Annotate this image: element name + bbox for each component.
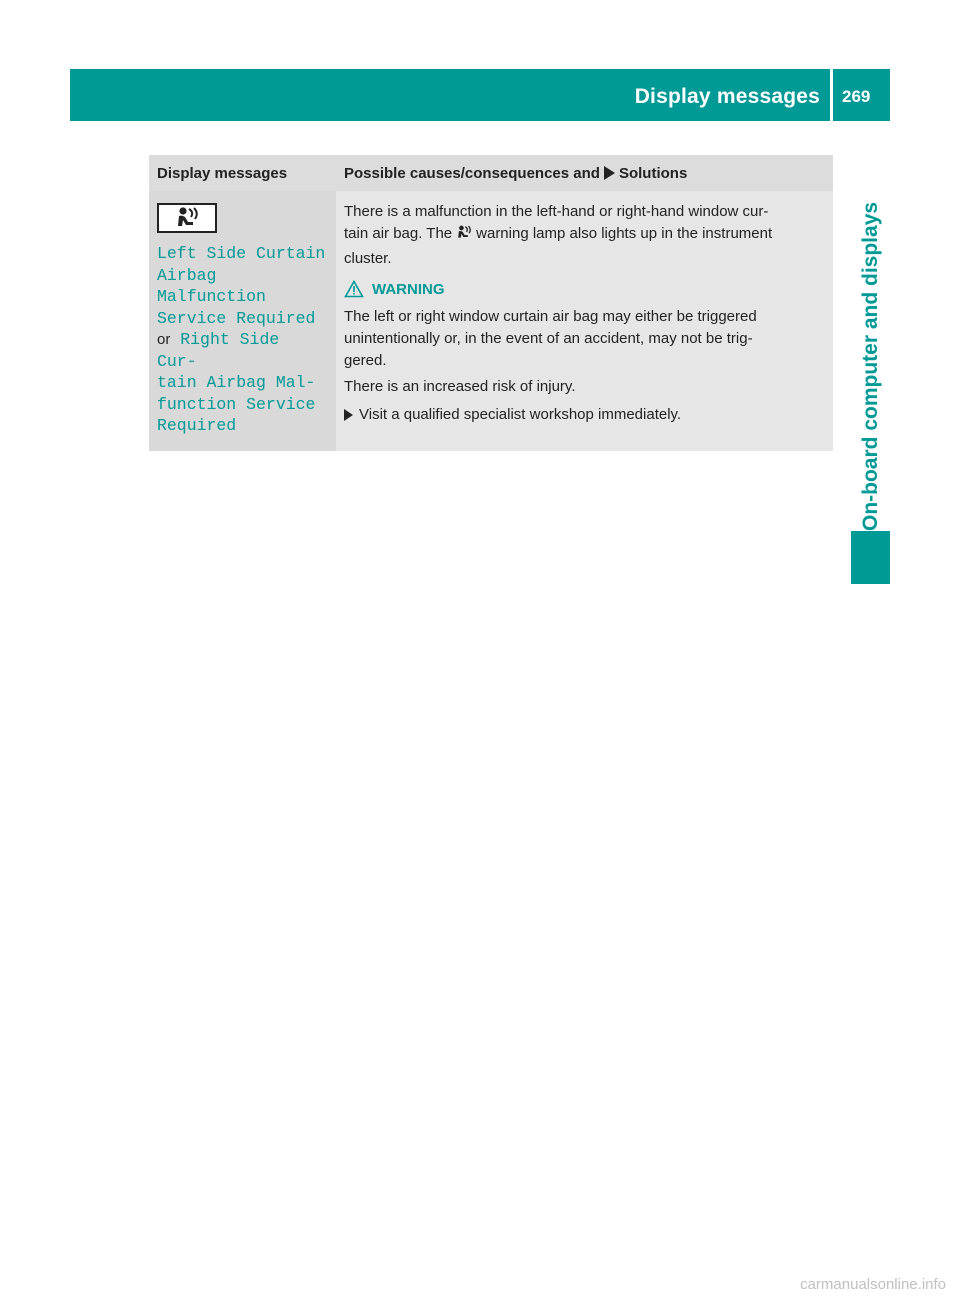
display-messages-table: [149, 155, 833, 451]
column-header-display-messages: Display messages: [149, 155, 336, 191]
message-cell: [149, 191, 336, 451]
arrow-right-icon: [344, 409, 353, 421]
page-title: Display messages: [634, 85, 820, 108]
solution-step: Visit a qualified specialist workshop immediately.: [344, 404, 825, 426]
solution-cell: [336, 191, 833, 451]
table-row: [149, 191, 833, 451]
page-number: 269: [842, 87, 871, 106]
side-tab-marker: [851, 531, 890, 584]
cause-text: There is a malfunction in the left-hand or right-hand window cur- tain air bag. The warning lamp also lights up in the instrument cluster.: [344, 203, 773, 267]
table-header-row: [149, 155, 833, 191]
column-header-causes-solutions: Possible causes/consequences and Solutions: [336, 155, 833, 191]
airbag-warning-icon: [157, 203, 217, 233]
warning-triangle-icon: [344, 280, 364, 298]
watermark: carmanualsonline.info: [800, 1276, 946, 1293]
risk-text: There is an increased risk of injury.: [344, 378, 576, 395]
side-tab: [851, 121, 890, 531]
side-tab-label: On-board computer and displays: [859, 201, 882, 531]
warning-text: The left or right window curtain air bag may either be triggered unintentionally or, in the event of an accident, may not be trig- gered.: [344, 308, 757, 369]
airbag-warning-inline-icon: [455, 224, 473, 248]
header-bar: [70, 69, 890, 121]
warning-heading: WARNING: [344, 280, 825, 298]
arrow-right-icon: [604, 166, 615, 180]
message-text: Left Side Curtain Airbag Malfunction Service Required or Right Side Cur‐ tain Airbag Mal‐ function Service Required: [157, 244, 326, 435]
header-separator: [830, 69, 833, 121]
